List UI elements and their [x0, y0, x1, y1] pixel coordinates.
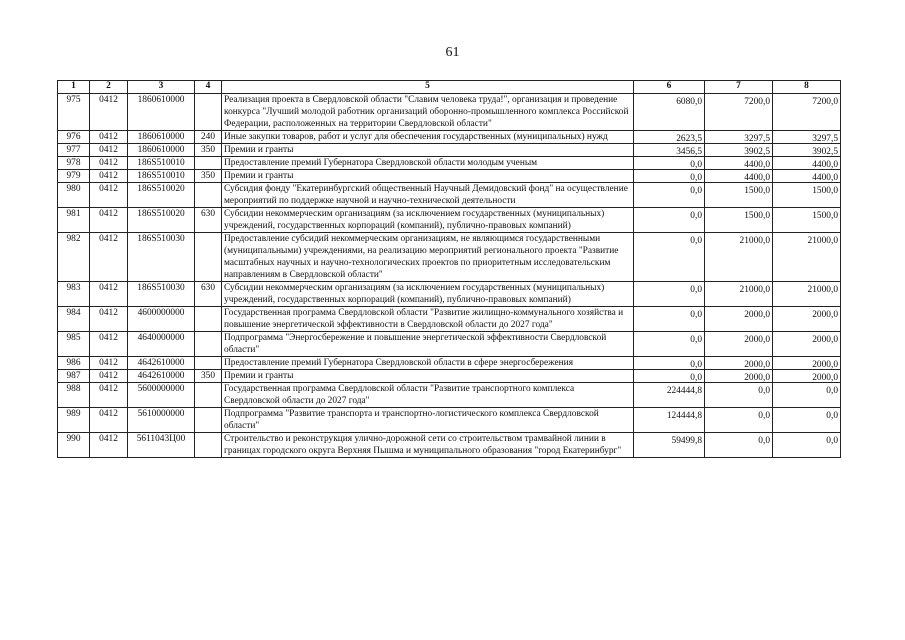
item-name: Предоставление премий Губернатора Свердловской области молодым ученым — [222, 157, 634, 170]
expense-type-code: 630 — [195, 208, 222, 233]
expense-type-code — [195, 307, 222, 332]
section-code: 0412 — [90, 208, 128, 233]
amount-col-7-value: 2000,0 — [744, 373, 770, 383]
expense-type-code — [195, 94, 222, 131]
amount-col-7-value: 3902,5 — [744, 147, 770, 157]
amount-col-6-value: 0,0 — [690, 310, 702, 320]
amount-col-7-value: 1500,0 — [744, 211, 770, 221]
target-article-code: 186S510030 — [128, 233, 195, 282]
item-name: Реализация проекта в Свердловской области "Славим человека труда!", организация и проведение конкурса "Лучший молодой работник организаций оборонно-промышленного комплекса Российской Федерации, расположенных на территории Свердловской области" — [222, 94, 634, 131]
section-code: 0412 — [90, 383, 128, 408]
amount-col-8 — [773, 131, 841, 144]
table-row — [58, 307, 841, 332]
amount-col-7 — [705, 233, 773, 282]
amount-col-7 — [705, 408, 773, 433]
target-article-code: 4642610000 — [128, 357, 195, 370]
amount-col-8-value: 7200,0 — [812, 97, 838, 107]
item-name: Предоставление премий Губернатора Свердловской области в сфере энергосбережения — [222, 357, 634, 370]
section-code: 0412 — [90, 233, 128, 282]
expense-type-code: 350 — [195, 144, 222, 157]
expense-type-code: 240 — [195, 131, 222, 144]
expense-type-code — [195, 433, 222, 458]
amount-col-7-value: 3297,5 — [744, 134, 770, 144]
item-name: Предоставление субсидий некоммерческим организациям, не являющимся государственными (муниципальными) учреждениями, на реализацию мероприятий регионального проекта "Развитие масштабных научных и научно-технологических проектов по приоритетным исследовательским направлениям в Свердловской области" — [222, 233, 634, 282]
table-row — [58, 332, 841, 357]
row-number: 989 — [58, 408, 90, 433]
target-article-code: 186S510030 — [128, 282, 195, 307]
amount-col-6 — [634, 233, 705, 282]
amount-col-6 — [634, 183, 705, 208]
row-number: 985 — [58, 332, 90, 357]
amount-col-7-value: 2000,0 — [744, 335, 770, 345]
expense-type-code — [195, 408, 222, 433]
item-name: Субсидия фонду "Екатеринбургский общественный Научный Демидовский фонд" на осуществление мероприятий по поддержке научной и научно-технической деятельности — [222, 183, 634, 208]
amount-col-7 — [705, 282, 773, 307]
amount-col-7-value: 4400,0 — [744, 160, 770, 170]
item-name: Премии и гранты — [222, 144, 634, 157]
target-article-code: 1860610000 — [128, 131, 195, 144]
target-article-code: 1860610000 — [128, 94, 195, 131]
amount-col-6-value: 0,0 — [690, 335, 702, 345]
amount-col-7-value: 4400,0 — [744, 173, 770, 183]
amount-col-6-value: 0,0 — [690, 160, 702, 170]
amount-col-8-value: 21000,0 — [807, 236, 838, 246]
amount-col-8-value: 4400,0 — [812, 160, 838, 170]
amount-col-8 — [773, 357, 841, 370]
section-code: 0412 — [90, 183, 128, 208]
header-col-7: 7 — [705, 81, 773, 94]
section-code: 0412 — [90, 282, 128, 307]
row-number: 987 — [58, 370, 90, 383]
table-row — [58, 282, 841, 307]
amount-col-6 — [634, 357, 705, 370]
row-number: 984 — [58, 307, 90, 332]
header-col-5: 5 — [222, 81, 634, 94]
amount-col-7-value: 7200,0 — [744, 97, 770, 107]
target-article-code: 5611043Ц00 — [128, 433, 195, 458]
item-name: Государственная программа Свердловской области "Развитие жилищно-коммунального хозяйства и повышение энергетической эффективности в Свердловской области до 2027 года" — [222, 307, 634, 332]
section-code: 0412 — [90, 357, 128, 370]
amount-col-6-value: 0,0 — [690, 173, 702, 183]
amount-col-6 — [634, 370, 705, 383]
amount-col-6-value: 0,0 — [690, 285, 702, 295]
row-number: 975 — [58, 94, 90, 131]
amount-col-8-value: 3902,5 — [812, 147, 838, 157]
amount-col-7 — [705, 144, 773, 157]
amount-col-6 — [634, 94, 705, 131]
expense-type-code — [195, 157, 222, 170]
amount-col-6-value: 0,0 — [690, 360, 702, 370]
row-number: 990 — [58, 433, 90, 458]
row-number: 978 — [58, 157, 90, 170]
amount-col-6-value: 0,0 — [690, 186, 702, 196]
amount-col-8-value: 2000,0 — [812, 373, 838, 383]
amount-col-7-value: 0,0 — [758, 436, 770, 446]
section-code: 0412 — [90, 144, 128, 157]
amount-col-6 — [634, 332, 705, 357]
table-row — [58, 357, 841, 370]
section-code: 0412 — [90, 131, 128, 144]
target-article-code: 186S510020 — [128, 208, 195, 233]
amount-col-8-value: 2000,0 — [812, 335, 838, 345]
section-code: 0412 — [90, 433, 128, 458]
item-name: Премии и гранты — [222, 370, 634, 383]
amount-col-8-value: 0,0 — [826, 411, 838, 421]
target-article-code: 186S510010 — [128, 170, 195, 183]
table-row — [58, 433, 841, 458]
amount-col-6 — [634, 307, 705, 332]
amount-col-6-value: 224444,8 — [666, 386, 702, 396]
row-number: 976 — [58, 131, 90, 144]
section-code: 0412 — [90, 157, 128, 170]
target-article-code: 186S510010 — [128, 157, 195, 170]
header-col-4: 4 — [195, 81, 222, 94]
amount-col-7 — [705, 357, 773, 370]
amount-col-8-value: 0,0 — [826, 386, 838, 396]
table-row — [58, 208, 841, 233]
expense-type-code — [195, 383, 222, 408]
amount-col-6-value: 59499,8 — [671, 436, 702, 446]
amount-col-8 — [773, 307, 841, 332]
header-col-3: 3 — [128, 81, 195, 94]
row-number: 981 — [58, 208, 90, 233]
table-row — [58, 144, 841, 157]
amount-col-8-value: 4400,0 — [812, 173, 838, 183]
amount-col-6 — [634, 282, 705, 307]
target-article-code: 4600000000 — [128, 307, 195, 332]
amount-col-8 — [773, 370, 841, 383]
amount-col-7-value: 0,0 — [758, 411, 770, 421]
row-number: 980 — [58, 183, 90, 208]
amount-col-7 — [705, 332, 773, 357]
amount-col-6-value: 2623,5 — [676, 134, 702, 144]
page-number: 61 — [445, 45, 460, 60]
section-code: 0412 — [90, 332, 128, 357]
row-number: 986 — [58, 357, 90, 370]
amount-col-8 — [773, 332, 841, 357]
amount-col-6 — [634, 144, 705, 157]
amount-col-8-value: 21000,0 — [807, 285, 838, 295]
header-col-6: 6 — [634, 81, 705, 94]
amount-col-6-value: 3456,5 — [676, 147, 702, 157]
amount-col-6 — [634, 157, 705, 170]
amount-col-8 — [773, 183, 841, 208]
amount-col-7 — [705, 383, 773, 408]
amount-col-8 — [773, 233, 841, 282]
amount-col-7 — [705, 370, 773, 383]
table-row — [58, 157, 841, 170]
amount-col-6-value: 6080,0 — [676, 97, 702, 107]
target-article-code: 1860610000 — [128, 144, 195, 157]
amount-col-7 — [705, 170, 773, 183]
header-row — [58, 81, 841, 94]
item-name: Подпрограмма "Энергосбережение и повышение энергетической эффективности Свердловской области" — [222, 332, 634, 357]
amount-col-6 — [634, 408, 705, 433]
amount-col-6-value: 124444,8 — [666, 411, 702, 421]
amount-col-8 — [773, 433, 841, 458]
row-number: 988 — [58, 383, 90, 408]
table-row — [58, 233, 841, 282]
expense-type-code — [195, 332, 222, 357]
table-row — [58, 408, 841, 433]
table-row — [58, 94, 841, 131]
amount-col-8-value: 1500,0 — [812, 186, 838, 196]
section-code: 0412 — [90, 307, 128, 332]
amount-col-8-value: 1500,0 — [812, 211, 838, 221]
item-name: Субсидии некоммерческим организациям (за исключением государственных (муниципальных) учреждений, государственных корпораций (компаний), публично-правовых компаний) — [222, 208, 634, 233]
amount-col-8 — [773, 208, 841, 233]
amount-col-8-value: 2000,0 — [812, 310, 838, 320]
expense-type-code: 630 — [195, 282, 222, 307]
amount-col-8 — [773, 383, 841, 408]
table-row — [58, 131, 841, 144]
amount-col-8-value: 2000,0 — [812, 360, 838, 370]
target-article-code: 4642610000 — [128, 370, 195, 383]
amount-col-8 — [773, 282, 841, 307]
amount-col-7-value: 0,0 — [758, 386, 770, 396]
row-number: 983 — [58, 282, 90, 307]
item-name: Премии и гранты — [222, 170, 634, 183]
budget-table — [57, 80, 841, 458]
section-code: 0412 — [90, 370, 128, 383]
table-row — [58, 370, 841, 383]
amount-col-8 — [773, 157, 841, 170]
expense-type-code — [195, 183, 222, 208]
amount-col-6 — [634, 433, 705, 458]
expense-type-code: 350 — [195, 370, 222, 383]
header-col-2: 2 — [90, 81, 128, 94]
table-row — [58, 170, 841, 183]
amount-col-6-value: 0,0 — [690, 373, 702, 383]
amount-col-8 — [773, 144, 841, 157]
amount-col-7 — [705, 307, 773, 332]
target-article-code: 186S510020 — [128, 183, 195, 208]
item-name: Государственная программа Свердловской области "Развитие транспортного комплекса Свердловской области до 2027 года" — [222, 383, 634, 408]
header-col-8: 8 — [773, 81, 841, 94]
expense-type-code: 350 — [195, 170, 222, 183]
row-number: 982 — [58, 233, 90, 282]
header-col-1: 1 — [58, 81, 90, 94]
target-article-code: 5610000000 — [128, 408, 195, 433]
amount-col-8 — [773, 408, 841, 433]
table-header — [58, 81, 841, 94]
amount-col-6 — [634, 208, 705, 233]
amount-col-7 — [705, 94, 773, 131]
row-number: 977 — [58, 144, 90, 157]
section-code: 0412 — [90, 170, 128, 183]
amount-col-6 — [634, 131, 705, 144]
row-number: 979 — [58, 170, 90, 183]
amount-col-7 — [705, 433, 773, 458]
amount-col-6-value: 0,0 — [690, 236, 702, 246]
amount-col-7 — [705, 183, 773, 208]
amount-col-8-value: 3297,5 — [812, 134, 838, 144]
amount-col-7 — [705, 208, 773, 233]
item-name: Субсидии некоммерческим организациям (за исключением государственных (муниципальных) учреждений, государственных корпораций (компаний), публично-правовых компаний) — [222, 282, 634, 307]
section-code: 0412 — [90, 408, 128, 433]
amount-col-7 — [705, 157, 773, 170]
amount-col-7-value: 21000,0 — [739, 236, 770, 246]
amount-col-8 — [773, 94, 841, 131]
target-article-code: 4640000000 — [128, 332, 195, 357]
amount-col-6 — [634, 170, 705, 183]
item-name: Строительство и реконструкция улично-дорожной сети со строительством трамвайной линии в границах городского округа Верхняя Пышма и муниципального образования "город Екатеринбург" — [222, 433, 634, 458]
amount-col-7-value: 21000,0 — [739, 285, 770, 295]
table-body — [58, 94, 841, 458]
table-row — [58, 383, 841, 408]
section-code: 0412 — [90, 94, 128, 131]
amount-col-6-value: 0,0 — [690, 211, 702, 221]
expense-type-code — [195, 357, 222, 370]
amount-col-7-value: 2000,0 — [744, 310, 770, 320]
amount-col-6 — [634, 383, 705, 408]
target-article-code: 5600000000 — [128, 383, 195, 408]
item-name: Иные закупки товаров, работ и услуг для обеспечения государственных (муниципальных) нужд — [222, 131, 634, 144]
item-name: Подпрограмма "Развитие транспорта и транспортно-логистического комплекса Свердловской области" — [222, 408, 634, 433]
amount-col-7-value: 1500,0 — [744, 186, 770, 196]
expense-type-code — [195, 233, 222, 282]
amount-col-7-value: 2000,0 — [744, 360, 770, 370]
amount-col-8 — [773, 170, 841, 183]
amount-col-7 — [705, 131, 773, 144]
amount-col-8-value: 0,0 — [826, 436, 838, 446]
table-row — [58, 183, 841, 208]
